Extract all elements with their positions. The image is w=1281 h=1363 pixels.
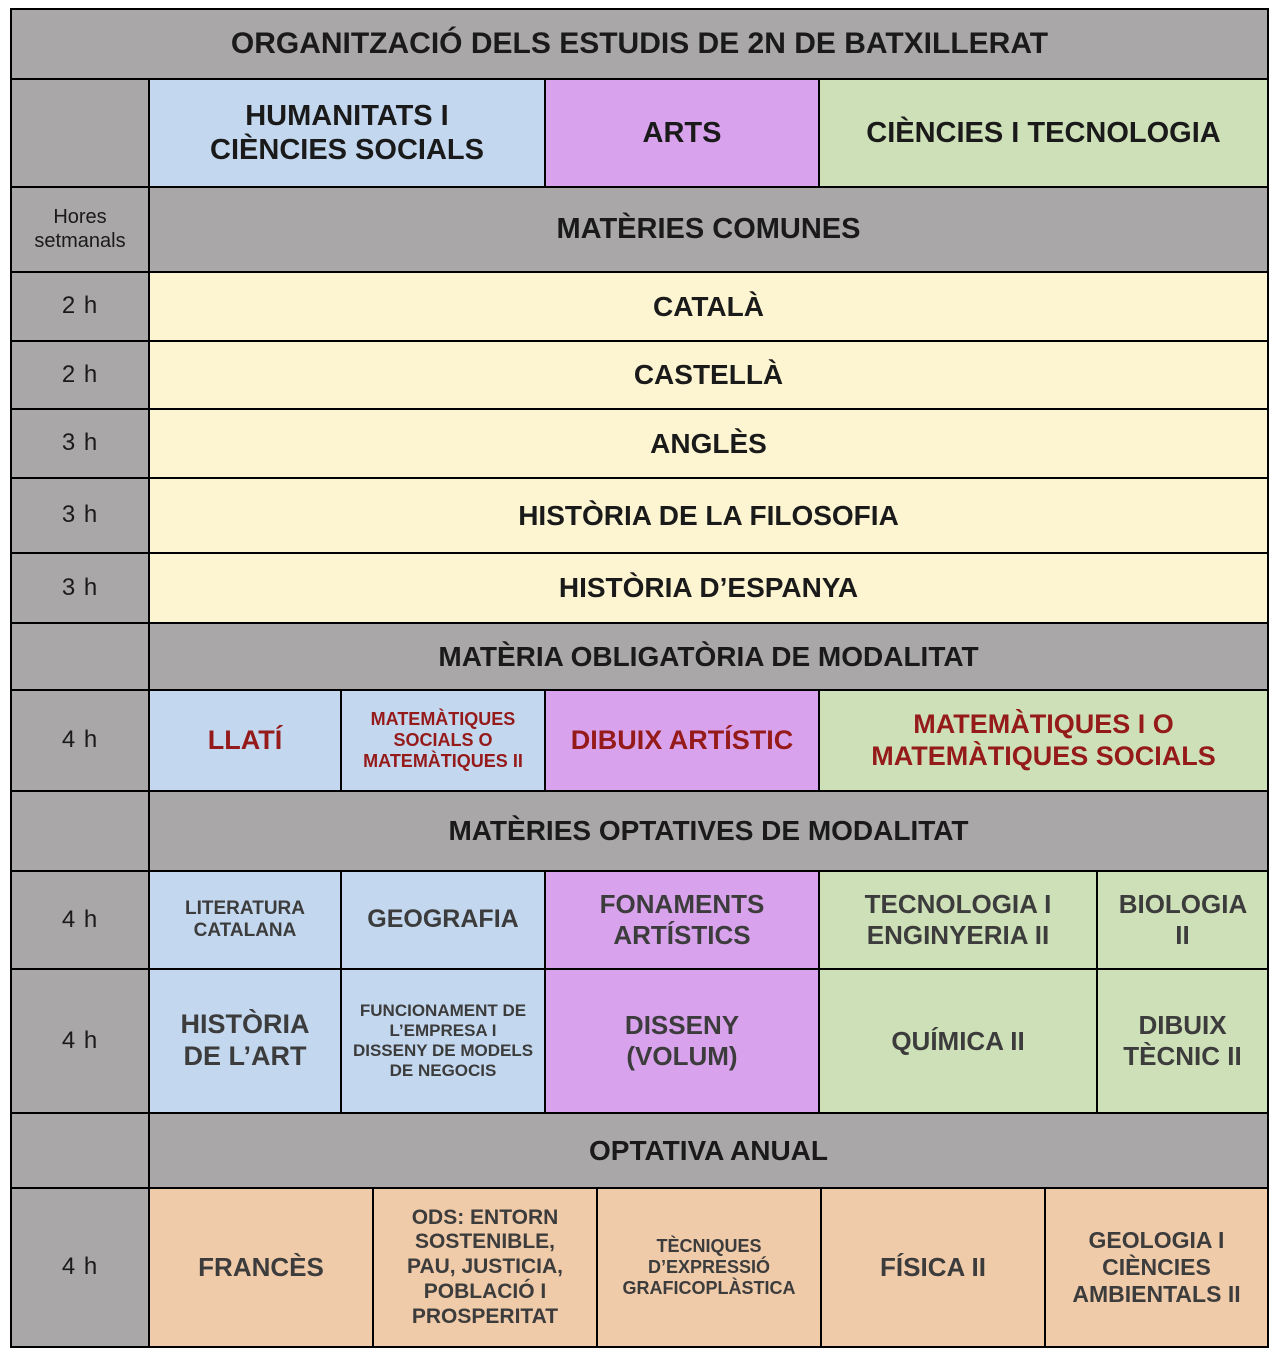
modality-humanitats: HUMANITATS I CIÈNCIES SOCIALS xyxy=(148,78,546,188)
hours-label: Hores setmanals xyxy=(10,186,150,273)
common-hours: 2 h xyxy=(10,340,150,410)
subject-tecniques-expressio: TÈCNIQUES D’EXPRESSIÓ GRAFICOPLÀSTICA xyxy=(596,1187,822,1348)
common-subject: HISTÒRIA D’ESPANYA xyxy=(148,552,1269,624)
subject-ods: ODS: ENTORN SOSTENIBLE, PAU, JUSTICIA, POBLACIÓ I PROSPERITAT xyxy=(372,1187,598,1348)
subject-literatura-catalana: LITERATURA CATALANA xyxy=(148,870,342,970)
subject-geografia: GEOGRAFIA xyxy=(340,870,546,970)
subject-funcionament-empresa: FUNCIONAMENT DE L’EMPRESA I DISSENY DE MODELS DE NEGOCIS xyxy=(340,968,546,1114)
common-header: MATÈRIES COMUNES xyxy=(148,186,1269,273)
subject-dibuix-tecnic: DIBUIX TÈCNIC II xyxy=(1096,968,1269,1114)
common-subject: CATALÀ xyxy=(148,271,1269,342)
mandatory-header: MATÈRIA OBLIGATÒRIA DE MODALITAT xyxy=(148,622,1269,691)
modality-arts: ARTS xyxy=(544,78,820,188)
common-hours: 3 h xyxy=(10,477,150,554)
subject-mat-i-o-mat-socials: MATEMÀTIQUES I O MATEMÀTIQUES SOCIALS xyxy=(818,689,1269,792)
optional-header: MATÈRIES OPTATIVES DE MODALITAT xyxy=(148,790,1269,872)
subject-biologia: BIOLOGIA II xyxy=(1096,870,1269,970)
annual-header-spacer xyxy=(10,1112,150,1189)
annual-hours: 4 h xyxy=(10,1187,150,1348)
modality-ciencies: CIÈNCIES I TECNOLOGIA xyxy=(818,78,1269,188)
annual-header: OPTATIVA ANUAL xyxy=(148,1112,1269,1189)
subject-fonaments-artistics: FONAMENTS ARTÍSTICS xyxy=(544,870,820,970)
subject-fisica: FÍSICA II xyxy=(820,1187,1046,1348)
subject-tecnologia-enginyeria: TECNOLOGIA I ENGINYERIA II xyxy=(818,870,1098,970)
mandatory-hours: 4 h xyxy=(10,689,150,792)
subject-frances: FRANCÈS xyxy=(148,1187,374,1348)
subject-historia-art: HISTÒRIA DE L’ART xyxy=(148,968,342,1114)
optional-header-spacer xyxy=(10,790,150,872)
common-subject: CASTELLÀ xyxy=(148,340,1269,410)
subject-mat-socials-o-mat-ii: MATEMÀTIQUES SOCIALS O MATEMÀTIQUES II xyxy=(340,689,546,792)
optional-hours: 4 h xyxy=(10,968,150,1114)
subject-dibuix-artistic: DIBUIX ARTÍSTIC xyxy=(544,689,820,792)
common-hours: 3 h xyxy=(10,408,150,479)
common-hours: 3 h xyxy=(10,552,150,624)
common-hours: 2 h xyxy=(10,271,150,342)
mandatory-header-spacer xyxy=(10,622,150,691)
page-title: ORGANITZACIÓ DELS ESTUDIS DE 2N DE BATXILLERAT xyxy=(10,8,1269,80)
subject-geologia: GEOLOGIA I CIÈNCIES AMBIENTALS II xyxy=(1044,1187,1269,1348)
subject-llati: LLATÍ xyxy=(148,689,342,792)
subject-disseny-volum: DISSENY (VOLUM) xyxy=(544,968,820,1114)
corner-cell xyxy=(10,78,150,188)
common-subject: HISTÒRIA DE LA FILOSOFIA xyxy=(148,477,1269,554)
optional-hours: 4 h xyxy=(10,870,150,970)
subject-quimica: QUÍMICA II xyxy=(818,968,1098,1114)
common-subject: ANGLÈS xyxy=(148,408,1269,479)
